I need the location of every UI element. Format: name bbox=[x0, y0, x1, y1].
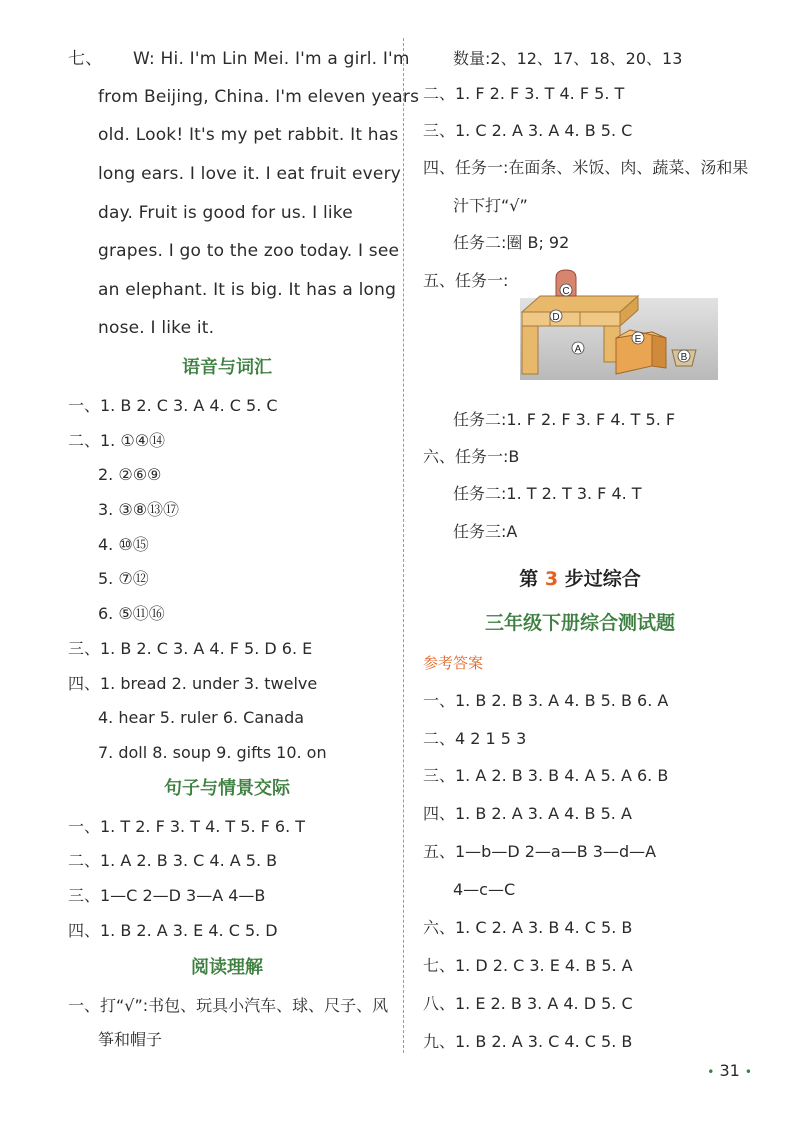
answer-line: 数量:2、12、17、18、20、13 bbox=[453, 49, 683, 68]
answer-line: 六、任务一:B bbox=[423, 447, 520, 466]
answer-line: 二、1. F 2. F 3. T 4. F 5. T bbox=[423, 84, 625, 103]
answer-line: 二、1. ①④⑭ bbox=[68, 431, 166, 450]
passage-line: an elephant. It is big. It has a long bbox=[98, 280, 397, 300]
answer-key-label: 参考答案 bbox=[423, 654, 484, 672]
answer-line: 一、1. T 2. F 3. T 4. T 5. F 6. T bbox=[68, 817, 306, 836]
passage-line: day. Fruit is good for us. I like bbox=[98, 203, 353, 223]
passage-line: old. Look! It's my pet rabbit. It has bbox=[98, 125, 399, 145]
answer-line: 任务二:1. F 2. F 3. F 4. T 5. F bbox=[453, 410, 676, 429]
answer-line: 汁下打“√” bbox=[453, 196, 528, 215]
step-heading-prefix: 第 bbox=[519, 568, 545, 590]
answer-line: 六、1. C 2. A 3. B 4. C 5. B bbox=[423, 918, 633, 937]
answer-line: 二、4 2 1 5 3 bbox=[423, 729, 527, 748]
column-divider bbox=[403, 38, 404, 1053]
page-number bbox=[707, 1061, 752, 1080]
answer-line: 一、打“√”:书包、玩具小汽车、球、尺子、风 bbox=[68, 996, 389, 1015]
passage-line: from Beijing, China. I'm eleven years bbox=[98, 87, 420, 107]
answer-line: 五、1—b—D 2—a—B 3—d—A bbox=[423, 842, 657, 861]
svg-text:D: D bbox=[552, 312, 560, 323]
room-illustration bbox=[520, 268, 718, 380]
answer-line: 7. doll 8. soup 9. gifts 10. on bbox=[98, 743, 327, 762]
desk-top bbox=[522, 296, 638, 312]
heading-sentences: 句子与情景交际 bbox=[164, 778, 290, 799]
page-number-value: 31 bbox=[719, 1061, 740, 1080]
answer-line: 任务二:1. T 2. T 3. F 4. T bbox=[453, 484, 642, 503]
answer-line: 任务二:圈 B; 92 bbox=[453, 233, 570, 252]
answer-line: 三、1. B 2. C 3. A 4. F 5. D 6. E bbox=[68, 639, 313, 658]
page-dot-right: • bbox=[744, 1065, 752, 1079]
answer-line: 筝和帽子 bbox=[98, 1030, 163, 1049]
answer-line: 四、任务一:在面条、米饭、肉、蔬菜、汤和果 bbox=[423, 158, 749, 177]
answer-line: 任务三:A bbox=[453, 522, 518, 541]
passage-line: nose. I like it. bbox=[98, 318, 215, 338]
answer-line: 一、1. B 2. B 3. A 4. B 5. B 6. A bbox=[423, 691, 669, 710]
answer-line: 三、1. A 2. B 3. B 4. A 5. A 6. B bbox=[423, 766, 669, 785]
svg-text:A: A bbox=[574, 344, 582, 355]
step-heading bbox=[420, 567, 740, 591]
answer-line: 五、任务一: bbox=[423, 271, 509, 290]
answer-line: 3. ③⑧⑬⑰ bbox=[98, 500, 180, 519]
answer-line: 2. ②⑥⑨ bbox=[98, 465, 162, 484]
section-seven-marker: 七、 bbox=[68, 49, 103, 69]
heading-reading: 阅读理解 bbox=[191, 957, 263, 978]
desk-drawers bbox=[522, 312, 620, 326]
step-number: 3 bbox=[544, 568, 559, 590]
heading-phonics-vocab: 语音与词汇 bbox=[182, 357, 272, 378]
svg-text:B: B bbox=[680, 352, 688, 363]
answer-line: 七、1. D 2. C 3. E 4. B 5. A bbox=[423, 956, 633, 975]
answer-line: 四、1. B 2. A 3. A 4. B 5. A bbox=[423, 804, 632, 823]
passage-line: grapes. I go to the zoo today. I see bbox=[98, 241, 400, 261]
answer-line: 四、1. B 2. A 3. E 4. C 5. D bbox=[68, 921, 278, 940]
page-dot-left: • bbox=[707, 1065, 715, 1079]
answer-line: 九、1. B 2. A 3. C 4. C 5. B bbox=[423, 1032, 633, 1051]
test-heading: 三年级下册综合测试题 bbox=[484, 612, 675, 634]
svg-text:C: C bbox=[562, 286, 570, 297]
desk-leg-left bbox=[522, 326, 538, 374]
answer-line: 4. ⑩⑮ bbox=[98, 535, 149, 554]
answer-line: 三、1. C 2. A 3. A 4. B 5. C bbox=[423, 121, 633, 140]
passage-line: W: Hi. I'm Lin Mei. I'm a girl. I'm bbox=[133, 49, 410, 69]
step-heading-suffix: 步过综合 bbox=[558, 568, 641, 590]
answer-line: 4. hear 5. ruler 6. Canada bbox=[98, 708, 305, 727]
answer-line: 三、1—C 2—D 3—A 4—B bbox=[68, 886, 266, 905]
answer-line: 四、1. bread 2. under 3. twelve bbox=[68, 674, 318, 693]
svg-text:E: E bbox=[634, 334, 642, 345]
answer-line: 一、1. B 2. C 3. A 4. C 5. C bbox=[68, 396, 278, 415]
answer-line: 二、1. A 2. B 3. C 4. A 5. B bbox=[68, 851, 278, 870]
answer-line: 5. ⑦⑫ bbox=[98, 569, 149, 588]
answer-line: 4—c—C bbox=[453, 880, 516, 899]
answer-line: 6. ⑤⑪⑯ bbox=[98, 604, 165, 623]
answer-line: 八、1. E 2. B 3. A 4. D 5. C bbox=[423, 994, 633, 1013]
passage-line: long ears. I love it. I eat fruit every bbox=[98, 164, 402, 184]
